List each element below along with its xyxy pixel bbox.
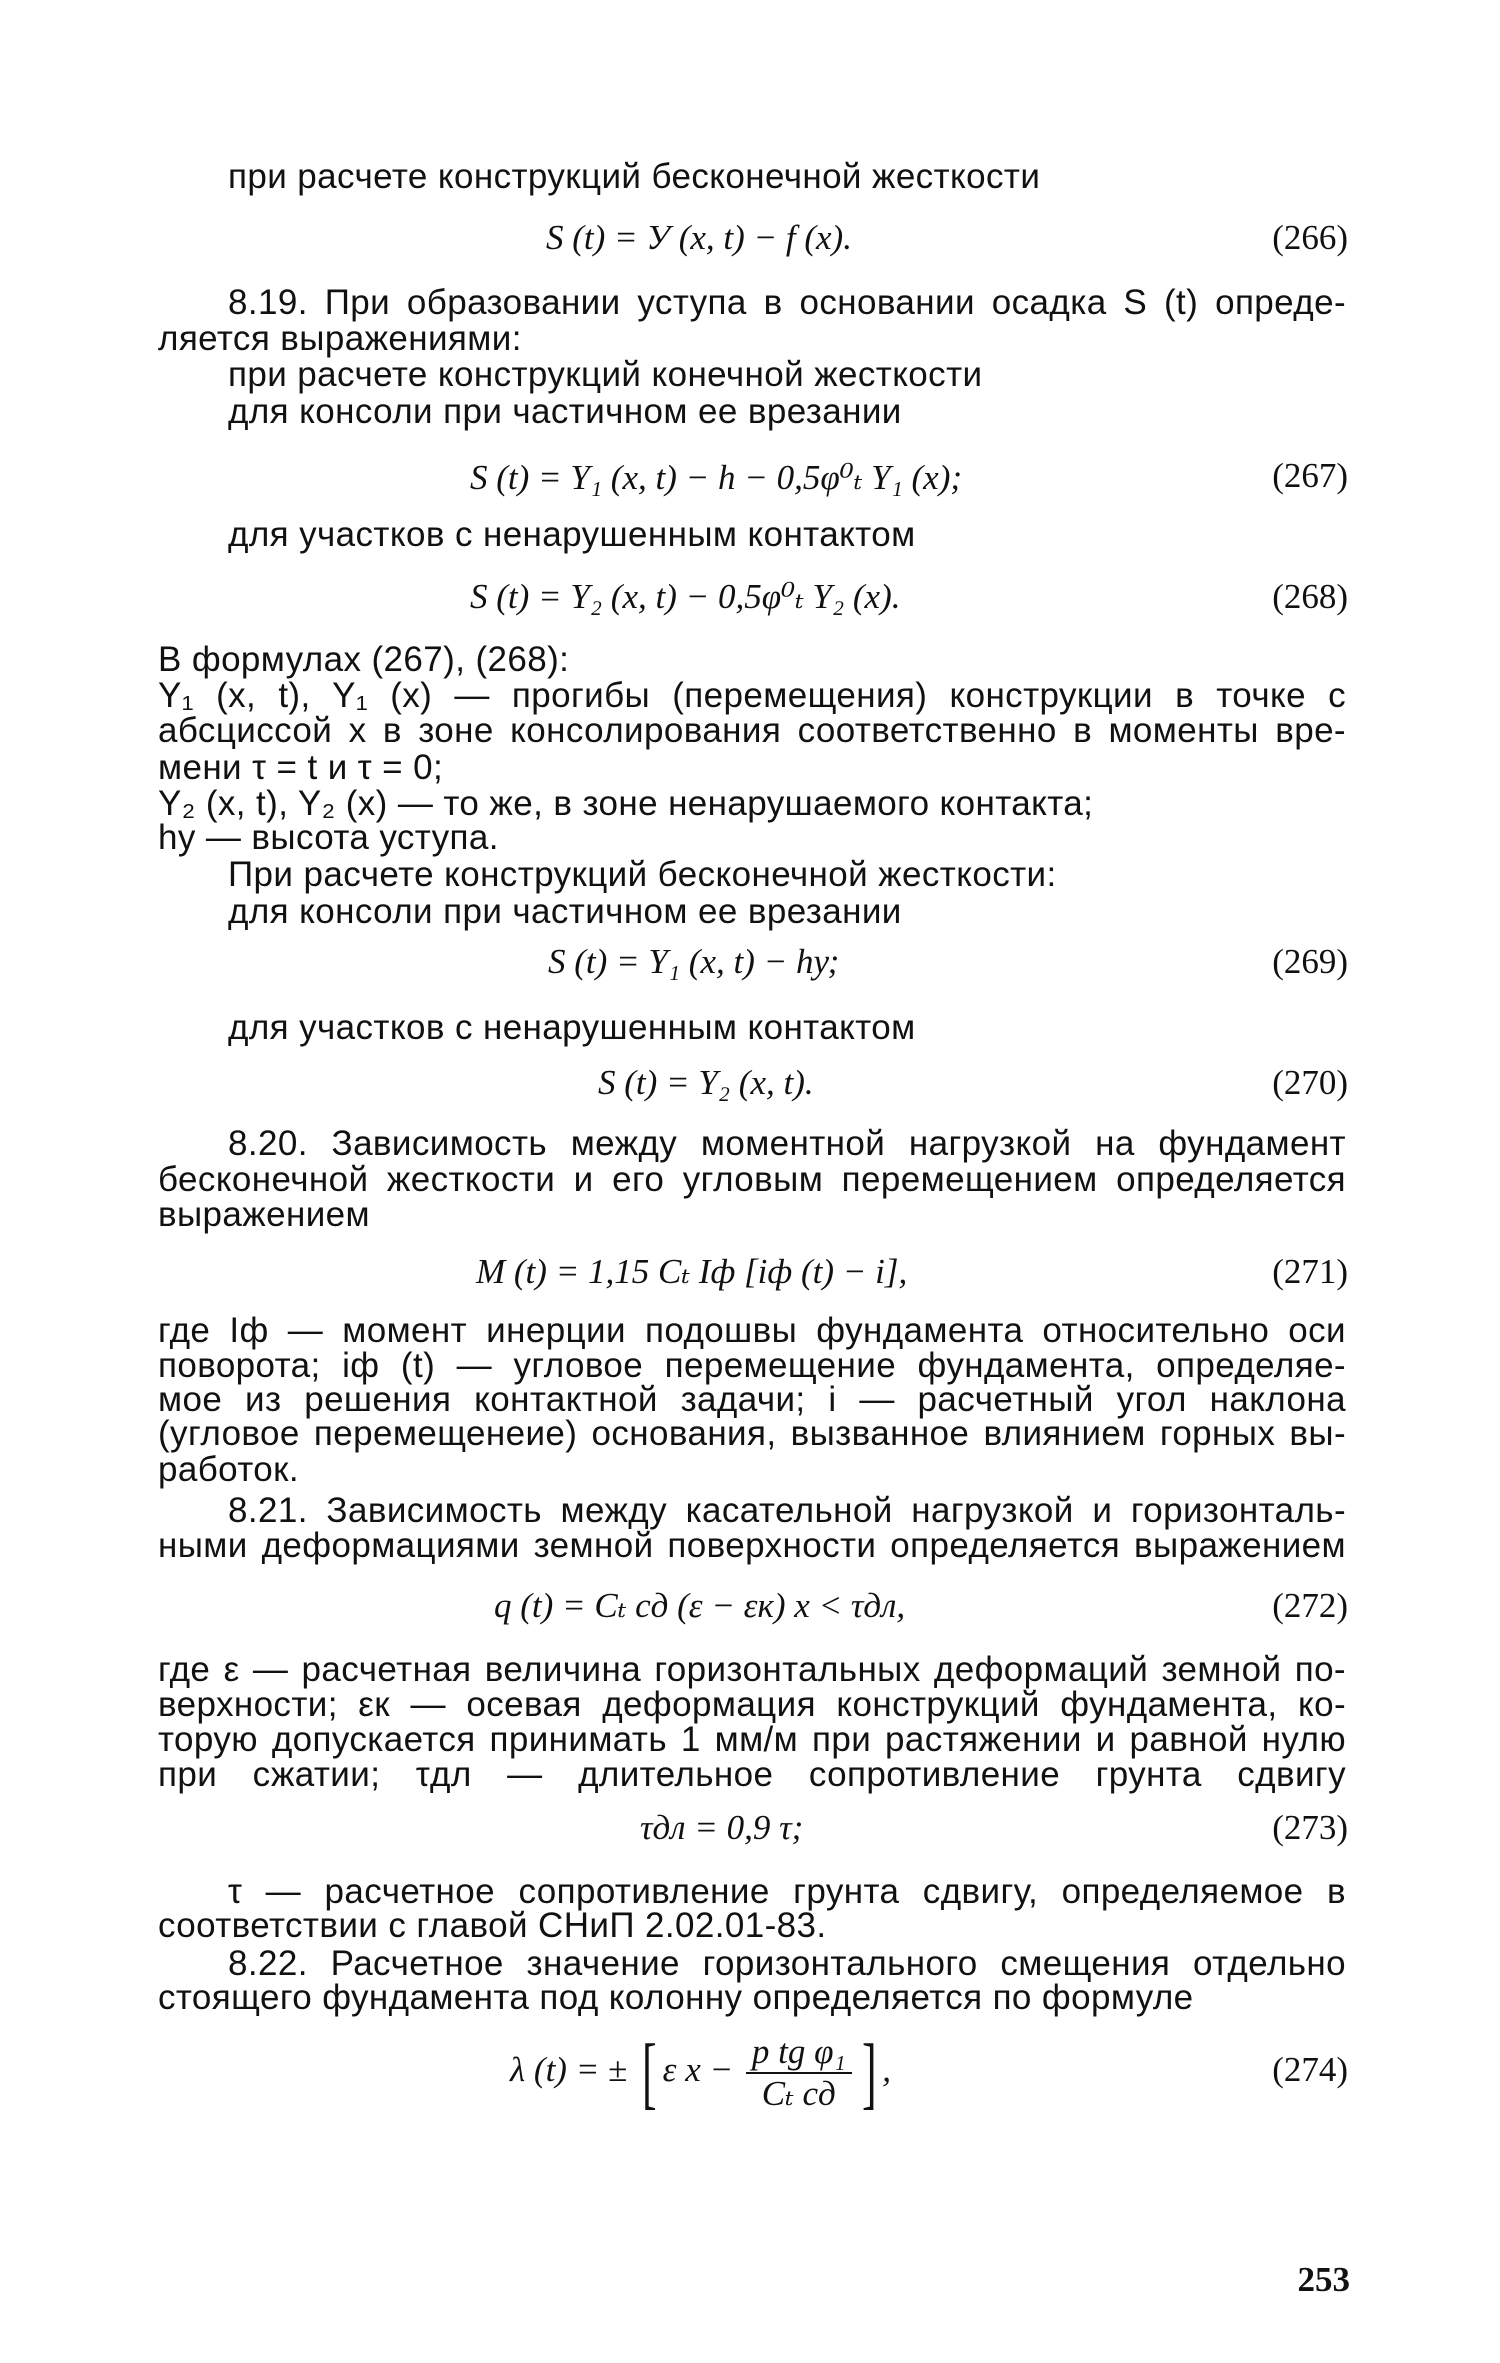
formula-271: M (t) = 1,15 Cₜ Iф [iф (t) − i], xyxy=(476,1252,908,1291)
text-line: для консоли при частичном ее врезании xyxy=(228,892,902,931)
text-line: Y₂ (x, t), Y₂ (x) — то же, в зоне ненарушаемого контакта; xyxy=(158,784,1094,823)
formula-272: q (t) = Cₜ сд (ε − εк) x < τдл, xyxy=(494,1586,906,1625)
text-line: В формулах (267), (268): xyxy=(158,640,570,679)
text-line: при расчете конструкций конечной жесткости xyxy=(228,355,983,394)
equation-number: (271) xyxy=(1272,1252,1348,1291)
equation-number: (269) xyxy=(1272,942,1348,981)
text-line: мое из решения контактной задачи; i — расчетный угол наклона xyxy=(158,1380,1346,1419)
right-bracket: ] xyxy=(861,2028,877,2117)
text-line: при сжатии; τдл — длительное сопротивление грунта сдвигу xyxy=(158,1755,1346,1794)
text-line: работок. xyxy=(158,1450,300,1489)
text-line: (угловое перемещенеие) основания, вызванное влиянием горных вы- xyxy=(158,1414,1346,1453)
equation-number: (273) xyxy=(1272,1808,1348,1847)
text-line: При расчете конструкций бесконечной жесткости: xyxy=(228,855,1057,894)
text-line: торую допускается принимать 1 мм/м при растяжении и равной нулю xyxy=(158,1720,1346,1759)
text-line: стоящего фундамента под колонну определяется по формуле xyxy=(158,1978,1194,2017)
equation-number: (272) xyxy=(1272,1586,1348,1625)
text-line: для консоли при частичном ее врезании xyxy=(228,392,902,431)
equation-number: (270) xyxy=(1272,1063,1348,1102)
equation-number: (268) xyxy=(1272,577,1348,616)
equation-number: (266) xyxy=(1272,218,1348,257)
text-line: ляется выражениями: xyxy=(158,319,522,358)
formula-268: S (t) = Y₂ (x, t) − 0,5φ⁰ₜ Y₂ (x). xyxy=(470,577,901,616)
text-line: τ — расчетное сопротивление грунта сдвигу, определяемое в xyxy=(228,1872,1346,1911)
fraction-denominator: Cₜ сд xyxy=(761,2073,836,2113)
text-line: где Iф — момент инерции подошвы фундамента относительно оси xyxy=(158,1311,1346,1350)
paragraph-8-22-line-1: 8.22. Расчетное значение горизонтального смещения отдельно xyxy=(228,1944,1346,1983)
formula-270: S (t) = Y₂ (x, t). xyxy=(598,1063,814,1102)
text-line: поворота; iф (t) — угловое перемещение фундамента, определяе- xyxy=(158,1346,1346,1385)
formula-273: τдл = 0,9 τ; xyxy=(640,1808,804,1847)
text-line: абсциссой x в зоне консолирования соответственно в моменты вре- xyxy=(158,711,1346,750)
text-line: для участков с ненарушенным контактом xyxy=(228,1008,916,1047)
text-line: при расчете конструкций бесконечной жесткости xyxy=(228,157,1041,196)
text-line: для участков с ненарушенным контактом xyxy=(228,515,916,554)
formula-274-term: ε x − xyxy=(662,2050,742,2089)
text-line: hу — высота уступа. xyxy=(158,818,499,857)
equation-number: (267) xyxy=(1272,456,1348,495)
paragraph-8-19-line-1: 8.19. При образовании уступа в основании осадка S (t) опреде- xyxy=(228,283,1346,322)
equation-number: (274) xyxy=(1272,2050,1348,2089)
text-line: где ε — расчетная величина горизонтальных деформаций земной по- xyxy=(158,1650,1346,1689)
text-line: соответствии с главой СНиП 2.02.01-83. xyxy=(158,1906,827,1945)
paragraph-8-21-line-1: 8.21. Зависимость между касательной нагрузкой и горизонталь- xyxy=(228,1491,1346,1530)
fraction xyxy=(746,2032,852,2114)
text-line: верхности; εк — осевая деформация конструкций фундамента, ко- xyxy=(158,1685,1346,1724)
paragraph-8-20-line-1: 8.20. Зависимость между моментной нагрузкой на фундамент xyxy=(228,1124,1346,1163)
text-line: выражением xyxy=(158,1195,370,1234)
text-line: бесконечной жесткости и его угловым перемещением определяется xyxy=(158,1160,1346,1199)
formula-274-comma: , xyxy=(882,2050,892,2089)
left-bracket: [ xyxy=(642,2028,657,2117)
page-number: 253 xyxy=(1297,2260,1350,2299)
text-line: мени τ = t и τ = 0; xyxy=(158,748,444,787)
fraction-numerator: p tg φ₁ xyxy=(746,2032,852,2074)
formula-269: S (t) = Y₁ (x, t) − hу; xyxy=(548,942,840,981)
formula-274 xyxy=(510,2028,892,2117)
text-line: ными деформациями земной поверхности определяется выражением xyxy=(158,1526,1346,1565)
formula-267: S (t) = Y₁ (x, t) − h − 0,5φ⁰ₜ Y₁ (x); xyxy=(470,458,962,497)
text-line: Y₁ (x, t), Y₁ (x) — прогибы (перемещения) конструкции в точке с xyxy=(158,676,1346,715)
formula-274-lhs: λ (t) = ± xyxy=(510,2050,637,2089)
formula-266: S (t) = У (x, t) − f (x). xyxy=(546,218,852,257)
